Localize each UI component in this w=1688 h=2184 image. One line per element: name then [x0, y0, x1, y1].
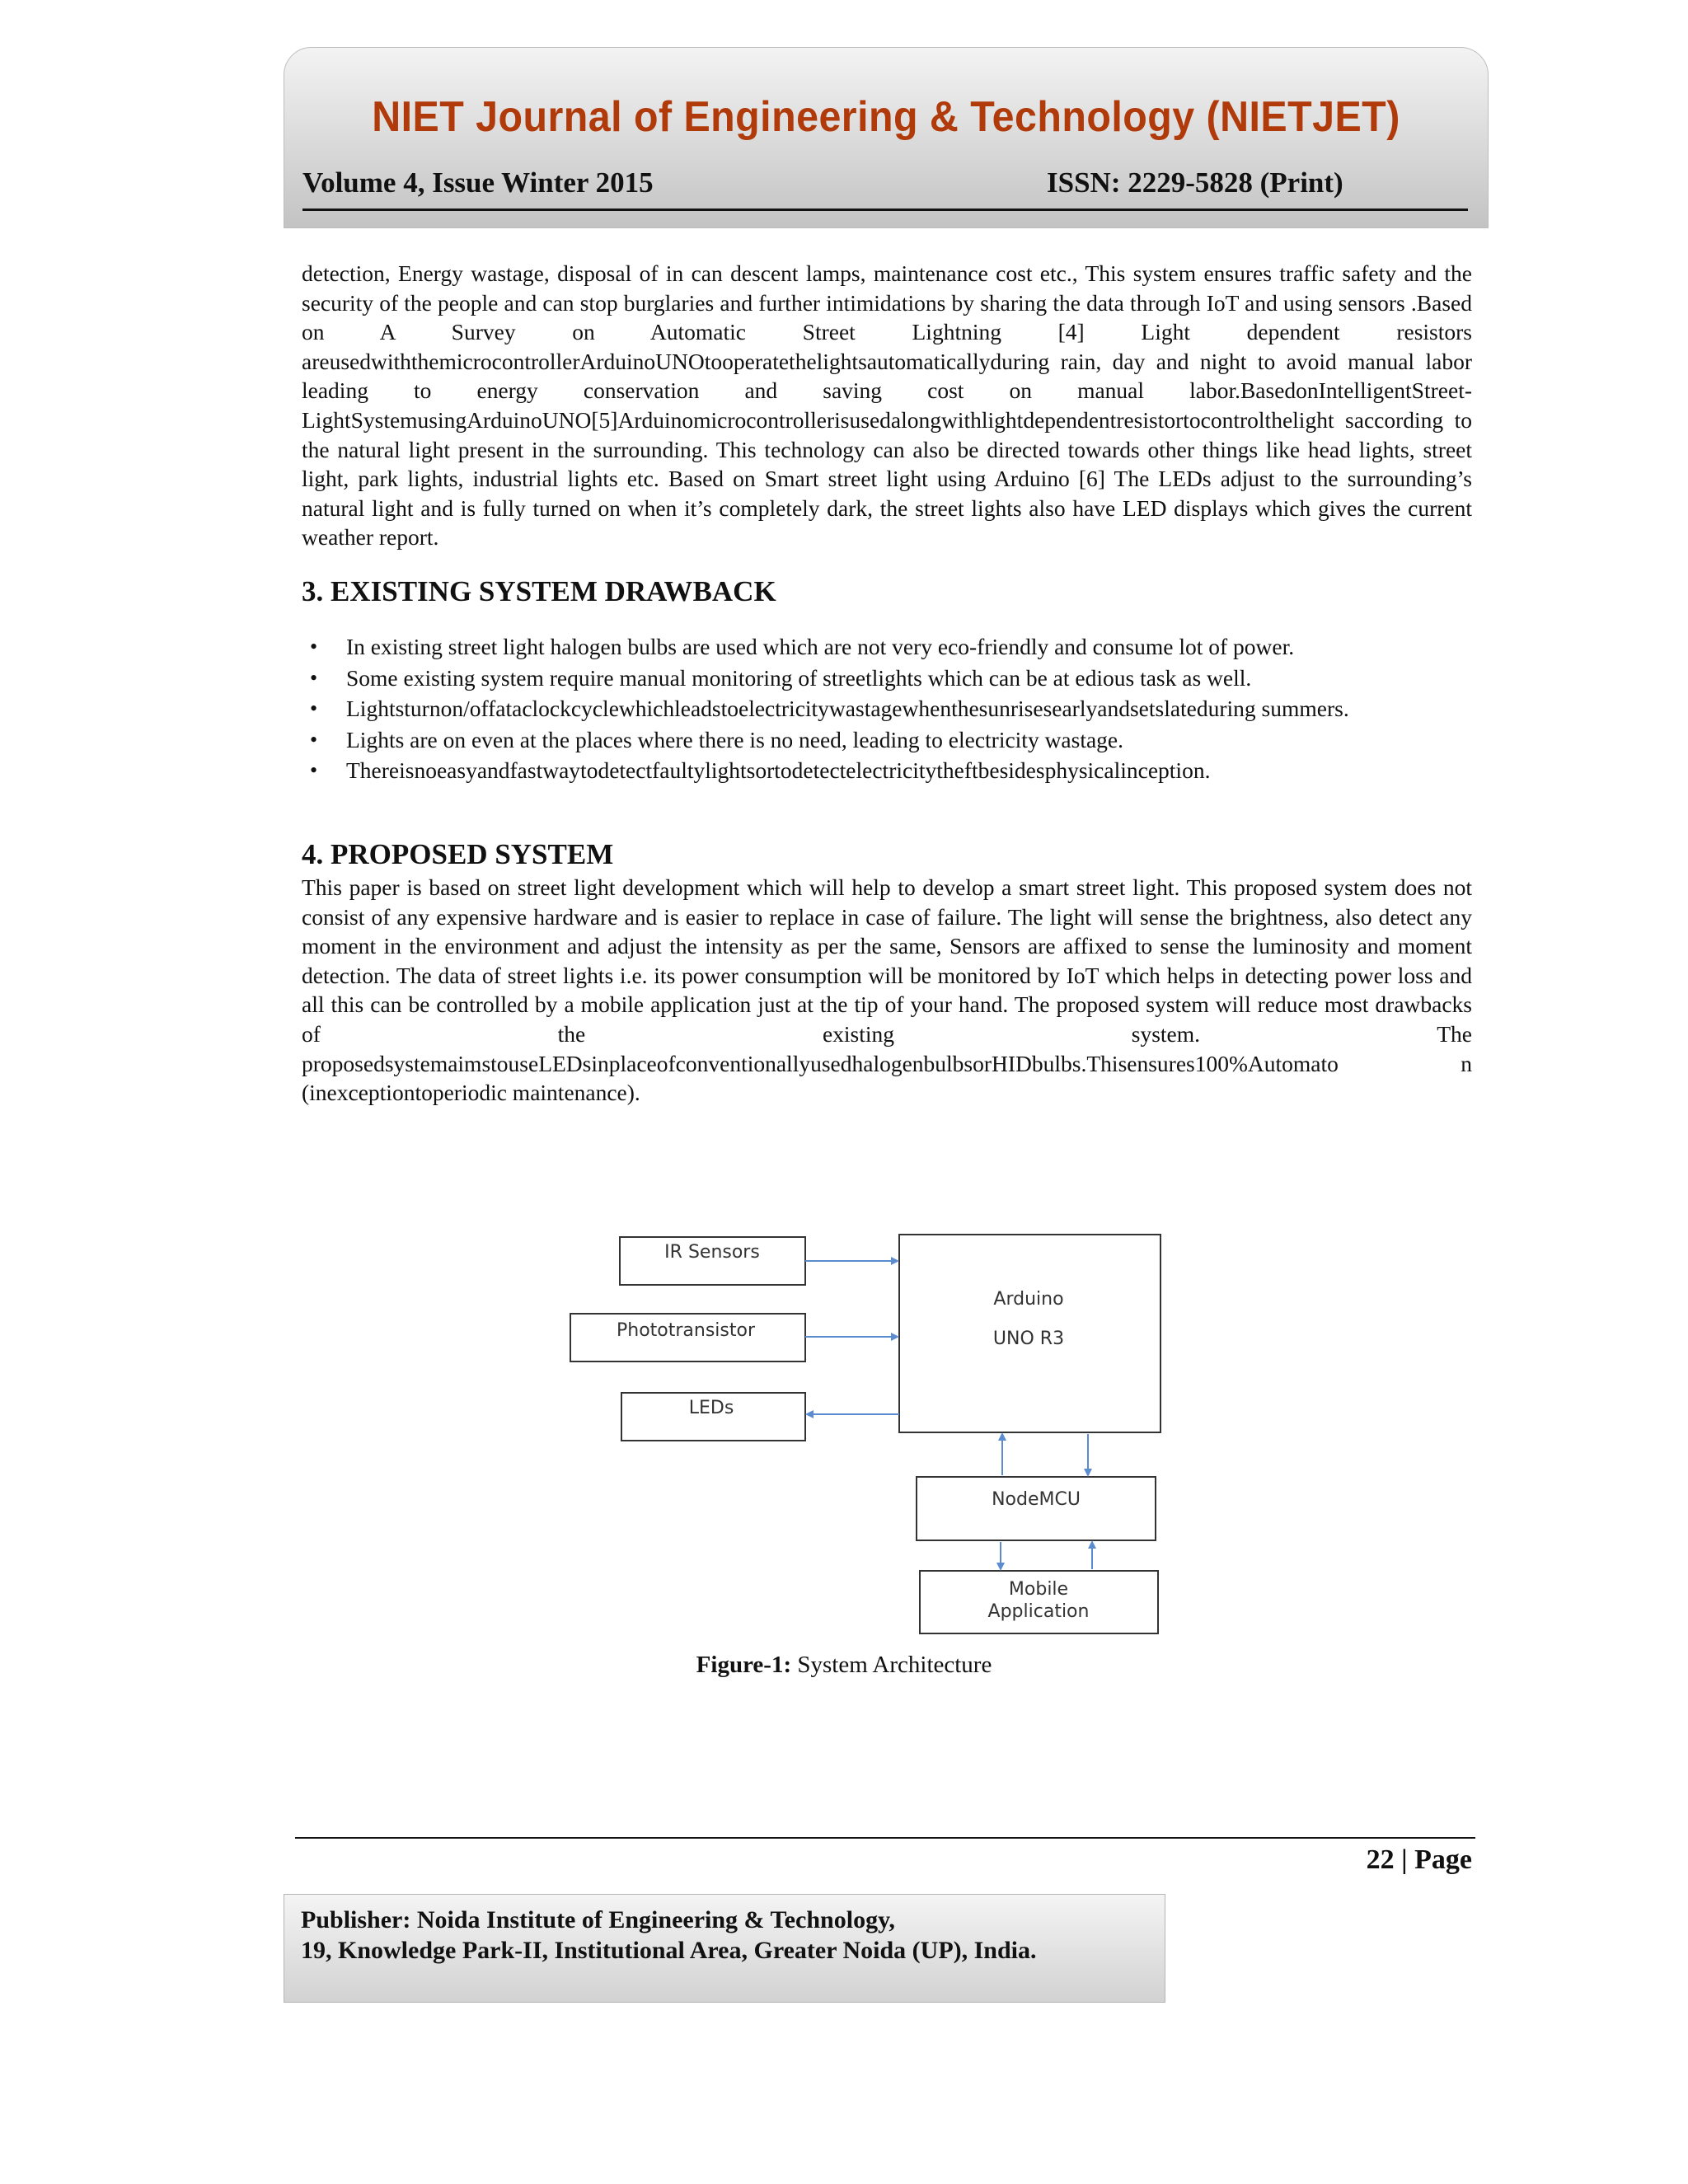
publisher-box [284, 1894, 1165, 2003]
list-item: • Lightsturnon/offataclockcyclewhichleadstoelectricitywastagewhenthesunrisesearlyandsetslateduring summers. [310, 694, 1398, 724]
mobile-label-line1: Mobile [1008, 1579, 1069, 1600]
list-item: • Lights are on even at the places where there is no need, leading to electricity wastage. [310, 725, 1398, 755]
mobile-label-line2: Application [987, 1601, 1090, 1622]
system-architecture-diagram [560, 1212, 1170, 1648]
journal-header [284, 47, 1489, 228]
figure-caption [0, 1652, 1688, 1679]
page-number: 22 | Page [1366, 1844, 1472, 1875]
drawback-list [310, 632, 1398, 787]
arduino-label-line2: UNO R3 [992, 1329, 1065, 1349]
list-item: • Thereisnoeasyandfastwaytodetectfaultylightsortodetectelectricitytheftbesidesphysicalinception. [310, 756, 1398, 785]
figure-caption-label: Figure-1: [696, 1652, 792, 1678]
volume-issue: Volume 4, Issue Winter 2015 [302, 166, 654, 199]
intro-paragraph: detection, Energy wastage, disposal of in can descent lamps, maintenance cost etc., This system ensures traffic safety and the security of the people and can stop burglaries and further intimidations by sharing the data through IoT and using sensors .Based on A Survey on Automatic Street Lightning [4] Light dependent resistors areusedwiththemicrocontrollerArduinoUNOtooperatethelightsautomaticallyduring rain, day and night to avoid manual labor leading to energy conservation and saving cost on manual labor.BasedonIntelligentStreet-LightSystemusingArduinoUNO[5]Arduinomicrocontrollerisusedalongwithlightdependentresistortocontrolthelight saccording to the natural light present in the surrounding. This technology can also be directed towards other things like head lights, street light, park lights, industrial lights etc. Based on Smart street light using Arduino [6] The LEDs adjust to the surrounding’s natural light and is fully turned on when it’s completely dark, the street lights also have LED displays which gives the current weather report. [302, 260, 1472, 551]
proposed-paragraph: This paper is based on street light development which will help to develop a smart street light. This proposed system does not consist of any expensive hardware and is easier to replace in case of failure. The light will sense the brightness, also detect any moment in the environment and adjust the intensity as per the same, Sensors are affixed to sense the luminosity and moment detection. The data of street lights i.e. its power consumption will be monitored by IoT which helps in detecting power loss and all this can be controlled by a mobile application just at the tip of your hand. The proposed system will reduce most drawbacks of the existing system. The proposedsystemaimstouseLEDsinplaceofconventionallyusedhalogenbulbsorHIDbulbs.Thisensures100%Automato n (inexceptiontoperiodic maintenance). [302, 874, 1472, 1106]
publisher-name: Publisher: Noida Institute of Engineering & Technology, [301, 1906, 895, 1933]
section-3-heading: 3. EXISTING SYSTEM DRAWBACK [302, 575, 776, 607]
list-item: • Some existing system require manual monitoring of streetlights which can be at edious task as well. [310, 663, 1398, 693]
list-item: • In existing street light halogen bulbs are used which are not very eco-friendly and consume lot of power. [310, 632, 1398, 662]
section-4-heading: 4. PROPOSED SYSTEM [302, 838, 614, 870]
publisher-address: 19, Knowledge Park-II, Institutional Area, Greater Noida (UP), India. [301, 1937, 1037, 1964]
issn: ISSN: 2229-5828 (Print) [1047, 166, 1343, 199]
leds-label: LEDs [688, 1398, 734, 1418]
phototransistor-label: Phototransistor [616, 1320, 756, 1341]
ir-sensors-label: IR Sensors [664, 1242, 760, 1263]
footer-rule [295, 1837, 1475, 1839]
header-rule [302, 209, 1468, 211]
nodemcu-label: NodeMCU [992, 1489, 1081, 1510]
journal-title: NIET Journal of Engineering & Technology (NIETJET) [372, 93, 1400, 141]
arduino-label-line1: Arduino [993, 1289, 1064, 1310]
figure-caption-text: System Architecture [791, 1652, 992, 1678]
